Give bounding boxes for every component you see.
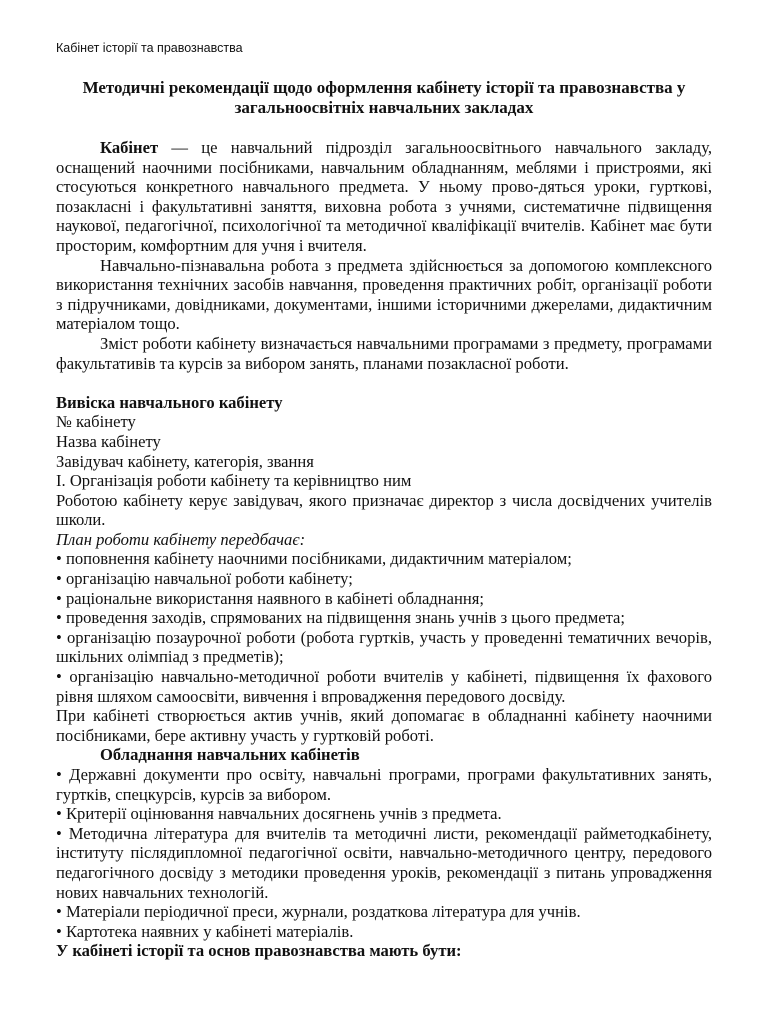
list-item: • організацію навчально-методичної роботи вчителів у кабінеті, підвищення їх фахового рівня шляхом самоосвіти, вивчення і впровадження передового досвіду. <box>56 667 712 706</box>
final-heading-text: У кабінеті історії та основ правознавства мають бути: <box>56 941 462 961</box>
term-cabinet: Кабінет <box>100 138 159 157</box>
document-title <box>56 78 712 118</box>
signboard-heading <box>56 393 712 413</box>
signboard-heading-text: Вивіска навчального кабінету <box>56 392 283 412</box>
spacer <box>56 373 712 393</box>
signboard-head: Завідувач кабінету, категорія, звання <box>56 451 314 471</box>
list-item: • Критерії оцінювання навчальних досягнень учнів з предмета. <box>56 804 502 824</box>
list-item: • Картотека наявних у кабінеті матеріалів. <box>56 921 354 941</box>
list-item: • раціональне використання наявного в кабінеті обладнання; <box>56 588 485 608</box>
plan-label <box>56 530 712 550</box>
section1-heading: I. Організація роботи кабінету та керівництво ним <box>56 471 412 491</box>
intro-paragraph <box>56 138 712 256</box>
equipment-heading: Обладнання навчальних кабінетів <box>100 745 360 765</box>
final-heading <box>56 941 712 961</box>
list-item: • організацію позаурочної роботи (робота гуртків, участь у проведенні тематичних вечорів, шкільних олімпіад з предметів); <box>56 627 712 667</box>
list-item: • Державні документи про освіту, навчальні програми, програми факультативних занять, гуртків, спецкурсів, курсів за вибором. <box>56 765 712 804</box>
title-line-1: Методичні рекомендації щодо оформлення кабінету історії та правознавства у <box>82 78 686 97</box>
signboard-name: Назва кабінету <box>56 431 161 451</box>
list-item: • поповнення кабінету наочними посібниками, дидактичним матеріалом; <box>56 549 572 569</box>
list-item: • Методична література для вчителів та методичні листи, рекомендації райметодкабінету, інституту післядипломної педагогічної освіти, навчально-методичного центру, передового педагогічного досвіду з методики проведення уроків, рекомендації з питань упровадження нових навчальних технологій. <box>56 823 712 902</box>
section1-closing: При кабінеті створюється актив учнів, який допомагає в обладнанні кабінету наочними посібниками, бере активну участь у гуртковій роботі. <box>56 706 712 745</box>
running-header: Кабінет історії та правознавства <box>56 41 243 55</box>
section1-text: Роботою кабінету керує завідувач, якого призначає директор з числа досвідчених учителів школи. <box>56 490 712 530</box>
list-item: • проведення заходів, спрямованих на підвищення знань учнів з цього предмета; <box>56 608 625 628</box>
list-item: • Матеріали періодичної преси, журнали, роздаткова література для учнів. <box>56 902 581 922</box>
intro-definition: — це навчальний підрозділ загальноосвітнього навчального закладу, оснащений наочними посібниками, навчальним обладнанням, меблями і пристроями, які стосуються конкретного навчального предмета. У ньому прово-дяться уроки, гурткові, позакласні і факультативні заняття, виховна робота з учнями, систематичне підвищення наукової, педагогічної, психологічної та методичної кваліфікації вчителів. Кабінет має бути просторим, комфортним для учня і вчителя. <box>56 138 712 255</box>
paragraph-3: Зміст роботи кабінету визначається навчальними програмами з предмету, програмами факультативів та курсів за вибором занять, планами позакласної роботи. <box>56 333 712 373</box>
document-body <box>56 138 712 961</box>
plan-label-text: План роботи кабінету передбачає: <box>56 529 306 549</box>
paragraph-2: Навчально-пізнавальна робота з предмета здійснюється за допомогою комплексного використання технічних засобів навчання, проведення практичних робіт, організації роботи з підручниками, довідниками, документами, іншими історичними джерелами, дидактичним матеріалом тощо. <box>56 255 712 334</box>
signboard-number: № кабінету <box>56 412 136 432</box>
title-line-2: загальноосвітніх навчальних закладах <box>234 98 534 117</box>
list-item: • організацію навчальної роботи кабінету; <box>56 569 353 589</box>
